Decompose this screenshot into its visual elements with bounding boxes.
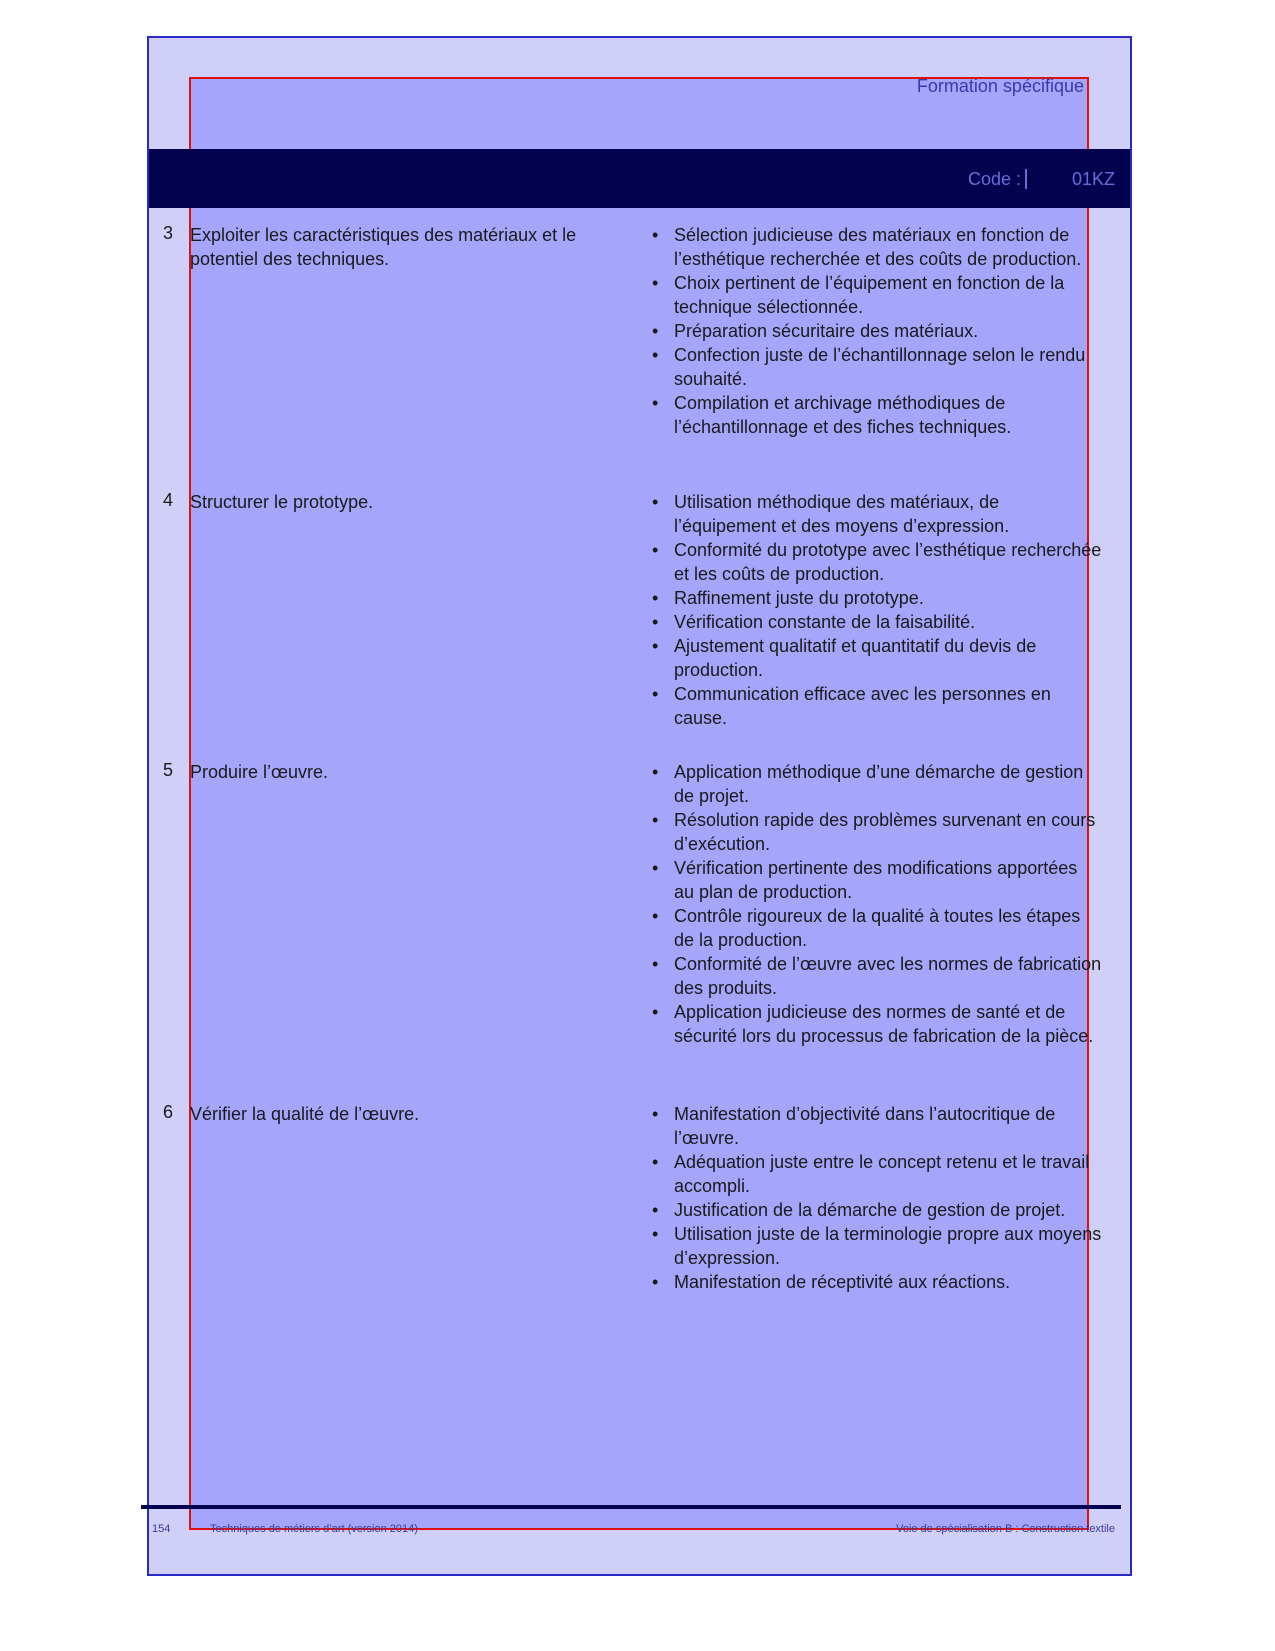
code-value: 01KZ [1072, 169, 1116, 189]
criterion-item: • Conformité du prototype avec l’esthétique recherchée et les coûts de production. [652, 538, 1102, 586]
criterion-item: • Adéquation juste entre le concept retenu et le travail accompli. [652, 1150, 1102, 1198]
criterion-item: • Raffinement juste du prototype. [652, 586, 1102, 610]
criterion-item: • Contrôle rigoureux de la qualité à toutes les étapes de la production. [652, 904, 1102, 952]
section-number: 6 [163, 1102, 174, 1122]
section-title: Vérifier la qualité de l’œuvre. [190, 1104, 420, 1124]
criterion-item: • Manifestation d’objectivité dans l’autocritique de l’œuvre. [652, 1102, 1102, 1150]
criterion-item: • Résolution rapide des problèmes survenant en cours d’exécution. [652, 808, 1102, 856]
performance-criteria-list [652, 1102, 1102, 1294]
section-title: Produire l’œuvre. [190, 762, 329, 782]
section-title: Structurer le prototype. [190, 492, 374, 512]
criterion-item: • Application méthodique d’une démarche de gestion de projet. [652, 760, 1102, 808]
criterion-item: • Confection juste de l’échantillonnage selon le rendu souhaité. [652, 343, 1102, 391]
section-number: 4 [163, 490, 174, 510]
performance-criteria-list [652, 490, 1102, 730]
criterion-item: • Communication efficace avec les personnes en cause. [652, 682, 1102, 730]
footer-document-title: Techniques de métiers d’art (version 2014) [210, 1523, 418, 1535]
criterion-item: • Préparation sécuritaire des matériaux. [652, 319, 1102, 343]
performance-criteria-list [652, 223, 1102, 439]
criterion-item: • Choix pertinent de l’équipement en fonction de la technique sélectionnée. [652, 271, 1102, 319]
section-number: 3 [163, 223, 174, 243]
section-number: 5 [163, 760, 174, 780]
criterion-item: • Utilisation juste de la terminologie propre aux moyens d’expression. [652, 1222, 1102, 1270]
criterion-item: • Conformité de l’œuvre avec les normes de fabrication des produits. [652, 952, 1102, 1000]
criterion-item: • Application judicieuse des normes de santé et de sécurité lors du processus de fabrication de la pièce. [652, 1000, 1102, 1048]
code-bar [149, 149, 1130, 208]
performance-criteria-list [652, 760, 1102, 1048]
section-title: Exploiter les caractéristiques des matériaux et le potentiel des techniques. [190, 225, 577, 269]
code-separator [1025, 169, 1027, 189]
criterion-item: • Sélection judicieuse des matériaux en fonction de l’esthétique recherchée et des coûts de production. [652, 223, 1102, 271]
criterion-item: • Ajustement qualitatif et quantitatif du devis de production. [652, 634, 1102, 682]
criterion-item: • Vérification pertinente des modifications apportées au plan de production. [652, 856, 1102, 904]
criterion-item: • Justification de la démarche de gestion de projet. [652, 1198, 1102, 1222]
footer-program: Voie de spécialisation B : Construction textile [896, 1523, 1115, 1535]
code-label: Code : [968, 169, 1022, 189]
criterion-item: • Vérification constante de la faisabilité. [652, 610, 1102, 634]
page-header-title: Formation spécifique [916, 76, 1084, 96]
footer-page-number: 154 [152, 1523, 171, 1535]
footer-rule [141, 1505, 1121, 1509]
criterion-item: • Manifestation de réceptivité aux réactions. [652, 1270, 1102, 1294]
criterion-item: • Compilation et archivage méthodiques de l’échantillonnage et des fiches techniques. [652, 391, 1102, 439]
criterion-item: • Utilisation méthodique des matériaux, de l’équipement et des moyens d’expression. [652, 490, 1102, 538]
